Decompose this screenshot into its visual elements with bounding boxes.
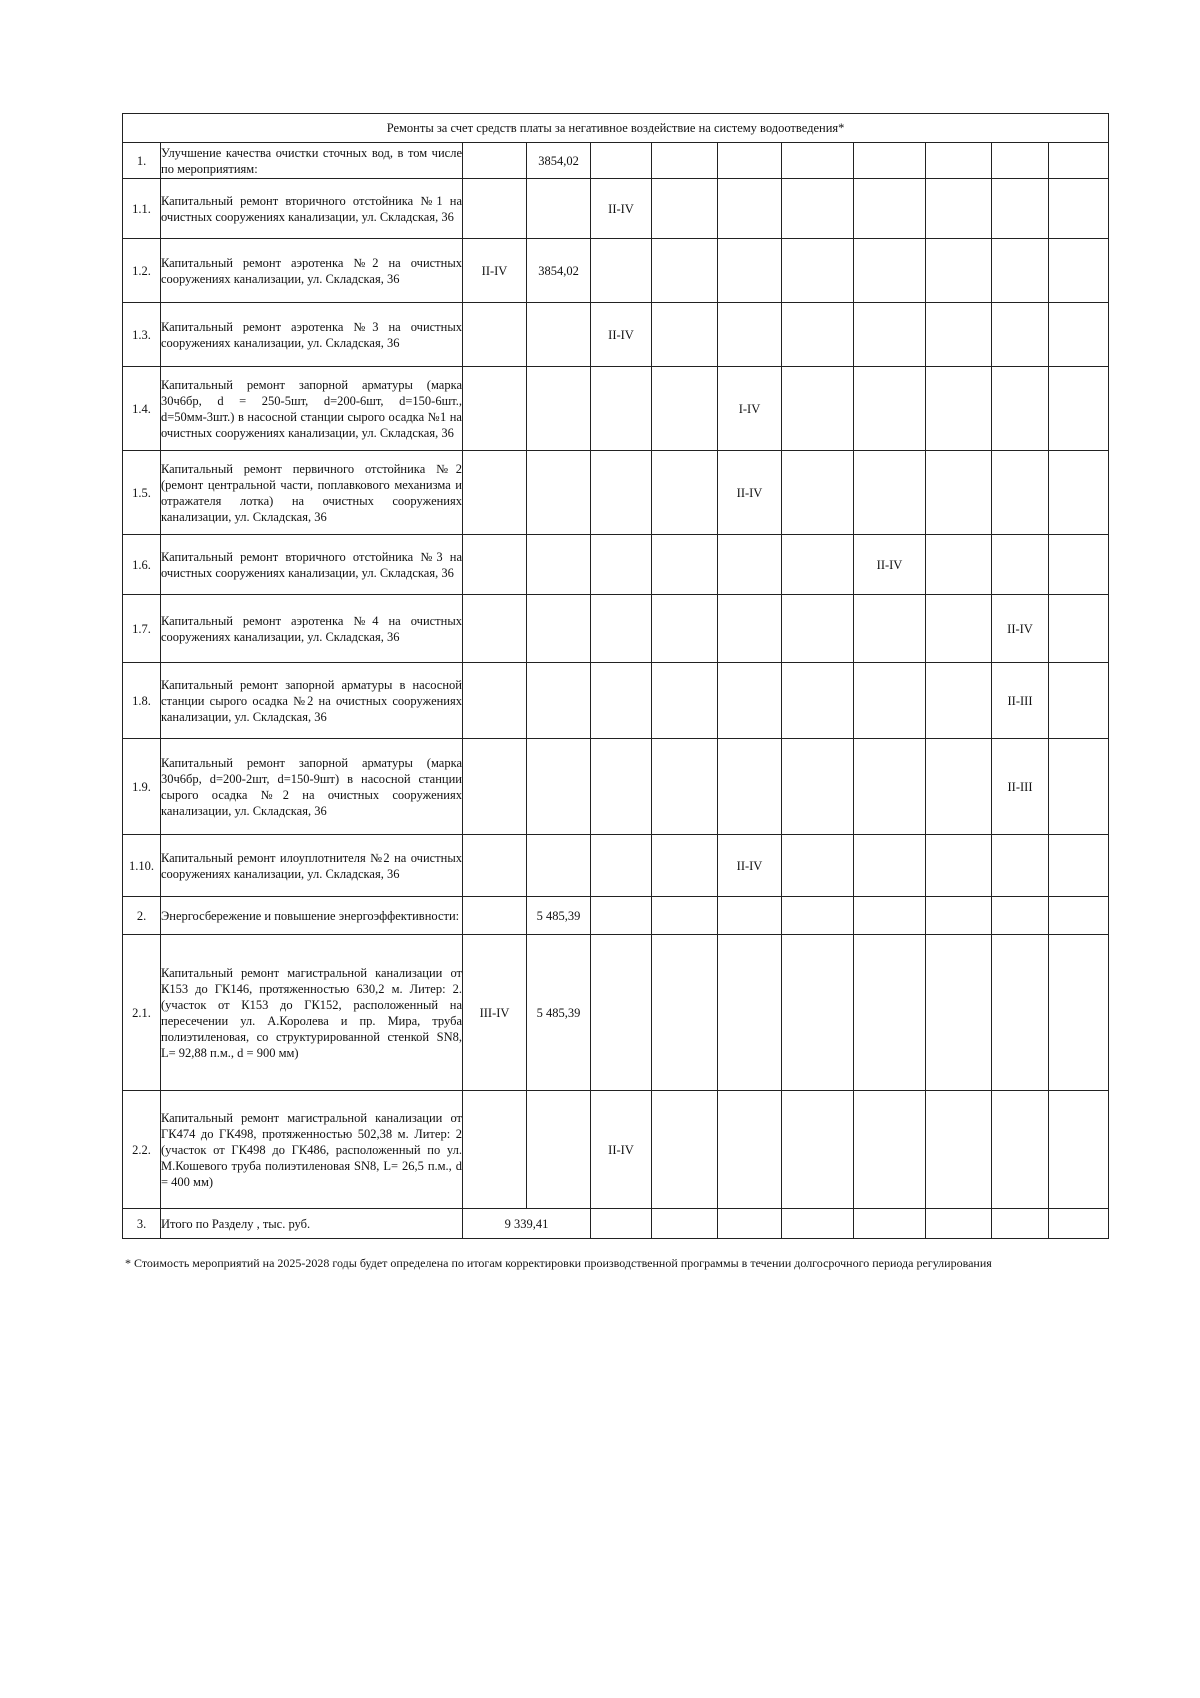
row-cell	[926, 179, 992, 239]
table-header-row	[123, 114, 1109, 143]
row-cell: II-IV	[591, 1091, 652, 1209]
row-cell	[782, 935, 854, 1091]
row-cell	[527, 739, 591, 835]
row-cell	[854, 239, 926, 303]
row-cell: II-III	[992, 663, 1049, 739]
repairs-table	[122, 113, 1109, 1239]
row-cell	[591, 739, 652, 835]
row-cell	[463, 535, 527, 595]
row-cell	[652, 535, 718, 595]
row-cell	[854, 897, 926, 935]
row-cell	[926, 535, 992, 595]
row-cell	[591, 897, 652, 935]
row-number: 1.7.	[123, 595, 161, 663]
row-cell	[992, 835, 1049, 897]
row-cell	[1049, 835, 1109, 897]
row-cell	[527, 663, 591, 739]
row-cell	[926, 367, 992, 451]
total-number: 3.	[123, 1209, 161, 1239]
row-cell	[782, 897, 854, 935]
row-cell	[463, 143, 527, 179]
row-description: Капитальный ремонт аэротенка №2 на очистных сооружениях канализации, ул. Складская, 36	[161, 239, 463, 303]
row-cell	[854, 935, 926, 1091]
row-cell	[854, 835, 926, 897]
row-cell	[926, 595, 992, 663]
row-number: 2.	[123, 897, 161, 935]
row-number: 1.10.	[123, 835, 161, 897]
row-description: Капитальный ремонт запорной арматуры в насосной станции сырого осадка №2 на очистных сооружениях канализации, ул. Складская, 36	[161, 663, 463, 739]
table-row	[123, 535, 1109, 595]
row-cell: II-IV	[718, 451, 782, 535]
total-value: 9 339,41	[463, 1209, 591, 1239]
row-cell	[854, 143, 926, 179]
row-cell	[1049, 367, 1109, 451]
table-row	[123, 739, 1109, 835]
row-description: Капитальный ремонт аэротенка №4 на очистных сооружениях канализации, ул. Складская, 36	[161, 595, 463, 663]
row-description: Капитальный ремонт вторичного отстойника №1 на очистных сооружениях канализации, ул. Складская, 36	[161, 179, 463, 239]
row-cell: II-IV	[591, 303, 652, 367]
row-cell	[591, 835, 652, 897]
row-number: 1.3.	[123, 303, 161, 367]
total-cell	[591, 1209, 652, 1239]
row-description: Капитальный ремонт вторичного отстойника №3 на очистных сооружениях канализации, ул. Складская, 36	[161, 535, 463, 595]
row-cell	[652, 935, 718, 1091]
row-description: Капитальный ремонт первичного отстойника №2 (ремонт центральной части, поплавкового механизма и отражателя лотка) на очистных сооружениях канализации, ул. Складская, 36	[161, 451, 463, 535]
row-cell	[718, 897, 782, 935]
row-cell	[527, 367, 591, 451]
row-cell	[463, 595, 527, 663]
row-cell	[463, 1091, 527, 1209]
row-cell	[782, 835, 854, 897]
row-number: 1.5.	[123, 451, 161, 535]
row-cell	[1049, 143, 1109, 179]
row-cell	[718, 303, 782, 367]
row-cell	[652, 143, 718, 179]
row-cell	[1049, 1091, 1109, 1209]
row-cell: II-IV	[463, 239, 527, 303]
row-cell	[591, 239, 652, 303]
row-cell	[463, 739, 527, 835]
row-description: Энергосбережение и повышение энергоэффективности:	[161, 897, 463, 935]
row-description: Капитальный ремонт илоуплотнителя №2 на очистных сооружениях канализации, ул. Складская, 36	[161, 835, 463, 897]
row-cell	[782, 367, 854, 451]
row-cell	[854, 303, 926, 367]
total-cell	[992, 1209, 1049, 1239]
row-cell	[652, 303, 718, 367]
row-cell: II-IV	[591, 179, 652, 239]
row-cell	[463, 897, 527, 935]
row-cell	[652, 835, 718, 897]
row-cell: III-IV	[463, 935, 527, 1091]
row-cell: 5 485,39	[527, 935, 591, 1091]
row-cell	[652, 239, 718, 303]
row-number: 1.4.	[123, 367, 161, 451]
total-cell	[652, 1209, 718, 1239]
row-cell	[527, 1091, 591, 1209]
row-number: 1.2.	[123, 239, 161, 303]
row-number: 2.2.	[123, 1091, 161, 1209]
row-cell	[926, 897, 992, 935]
row-cell	[463, 663, 527, 739]
row-cell	[926, 1091, 992, 1209]
row-cell	[718, 535, 782, 595]
row-cell	[782, 303, 854, 367]
total-row	[123, 1209, 1109, 1239]
row-cell	[1049, 451, 1109, 535]
row-cell	[718, 663, 782, 739]
row-cell	[718, 143, 782, 179]
row-cell	[926, 739, 992, 835]
row-number: 1.9.	[123, 739, 161, 835]
table-row	[123, 595, 1109, 663]
total-cell	[782, 1209, 854, 1239]
row-number: 1.1.	[123, 179, 161, 239]
row-description: Капитальный ремонт запорной арматуры (марка 30ч6бр, d = 250-5шт, d=200-6шт, d=150-6шт., d=50мм-3шт.) в насосной станции сырого осадка №1 на очистных сооружениях канализации, ул. Складская, 36	[161, 367, 463, 451]
row-cell	[718, 935, 782, 1091]
row-cell	[926, 239, 992, 303]
row-cell	[992, 451, 1049, 535]
row-cell	[782, 663, 854, 739]
table-row	[123, 367, 1109, 451]
row-cell	[992, 897, 1049, 935]
row-cell	[718, 595, 782, 663]
table-header: Ремонты за счет средств платы за негативное воздействие на систему водоотведения*	[123, 114, 1109, 143]
row-cell	[992, 1091, 1049, 1209]
row-cell	[718, 1091, 782, 1209]
row-cell	[527, 451, 591, 535]
row-cell	[854, 739, 926, 835]
row-cell	[782, 239, 854, 303]
table-row	[123, 897, 1109, 935]
row-cell	[652, 179, 718, 239]
row-cell	[1049, 179, 1109, 239]
row-cell	[926, 143, 992, 179]
row-cell	[926, 303, 992, 367]
row-cell	[1049, 663, 1109, 739]
row-description: Капитальный ремонт магистральной канализации от К153 до ГК146, протяженностью 630,2 м. Литер: 2. (участок от К153 до ГК152, расположенный на пересечении ул. А.Королева и пр. Мира, труба полиэтиленовая, со структурированной стенкой SN8, L= 92,88 п.м., d = 900 мм)	[161, 935, 463, 1091]
row-cell	[652, 595, 718, 663]
row-cell	[527, 303, 591, 367]
row-cell	[992, 303, 1049, 367]
row-cell	[463, 451, 527, 535]
row-cell	[1049, 739, 1109, 835]
row-cell	[854, 451, 926, 535]
row-cell	[591, 143, 652, 179]
row-cell: II-IV	[854, 535, 926, 595]
total-cell	[854, 1209, 926, 1239]
row-number: 1.6.	[123, 535, 161, 595]
row-cell	[782, 451, 854, 535]
row-cell: 3854,02	[527, 143, 591, 179]
row-cell	[652, 739, 718, 835]
table-row	[123, 935, 1109, 1091]
row-cell	[463, 835, 527, 897]
row-cell	[782, 595, 854, 663]
row-cell	[992, 935, 1049, 1091]
row-description: Улучшение качества очистки сточных вод, в том числе по мероприятиям:	[161, 143, 463, 179]
table-row	[123, 143, 1109, 179]
row-cell	[652, 897, 718, 935]
row-cell	[652, 1091, 718, 1209]
row-cell	[782, 1091, 854, 1209]
table-row	[123, 835, 1109, 897]
row-description: Капитальный ремонт магистральной канализации от ГК474 до ГК498, протяженностью 502,38 м. Литер: 2 (участок от ГК498 до ГК486, расположенный по ул. М.Кошевого труба полиэтиленовая SN8, L= 26,5 п.м., d = 400 мм)	[161, 1091, 463, 1209]
row-cell	[782, 143, 854, 179]
row-cell: 3854,02	[527, 239, 591, 303]
row-cell	[926, 835, 992, 897]
row-cell	[782, 535, 854, 595]
row-cell	[527, 835, 591, 897]
row-cell	[926, 663, 992, 739]
footnote: * Стоимость мероприятий на 2025-2028 годы будет определена по итогам корректировки производственной программы в течении долгосрочного периода регулирования	[125, 1256, 992, 1270]
row-cell	[463, 179, 527, 239]
row-cell	[652, 451, 718, 535]
row-cell	[992, 367, 1049, 451]
row-cell	[718, 239, 782, 303]
row-cell	[652, 663, 718, 739]
row-cell	[718, 179, 782, 239]
row-cell	[926, 935, 992, 1091]
row-cell	[854, 595, 926, 663]
total-cell	[1049, 1209, 1109, 1239]
row-cell	[718, 739, 782, 835]
table-row	[123, 451, 1109, 535]
row-cell	[782, 179, 854, 239]
row-number: 2.1.	[123, 935, 161, 1091]
row-cell	[992, 143, 1049, 179]
row-cell	[463, 367, 527, 451]
row-cell	[591, 595, 652, 663]
row-cell: II-III	[992, 739, 1049, 835]
total-cell	[926, 1209, 992, 1239]
row-cell: II-IV	[718, 835, 782, 897]
row-cell	[591, 535, 652, 595]
row-number: 1.	[123, 143, 161, 179]
row-cell	[1049, 535, 1109, 595]
row-cell	[1049, 239, 1109, 303]
row-cell	[1049, 897, 1109, 935]
row-cell	[992, 239, 1049, 303]
row-cell	[854, 663, 926, 739]
row-cell	[854, 367, 926, 451]
row-cell	[527, 535, 591, 595]
row-cell	[591, 451, 652, 535]
row-number: 1.8.	[123, 663, 161, 739]
row-cell	[854, 179, 926, 239]
row-cell	[591, 663, 652, 739]
row-cell	[854, 1091, 926, 1209]
total-label: Итого по Разделу , тыс. руб.	[161, 1209, 463, 1239]
table-row	[123, 663, 1109, 739]
row-cell	[527, 179, 591, 239]
row-cell: 5 485,39	[527, 897, 591, 935]
row-cell	[591, 935, 652, 1091]
row-cell	[1049, 303, 1109, 367]
row-description: Капитальный ремонт аэротенка №3 на очистных сооружениях канализации, ул. Складская, 36	[161, 303, 463, 367]
table-row	[123, 239, 1109, 303]
row-cell	[782, 739, 854, 835]
row-cell	[926, 451, 992, 535]
table-row	[123, 1091, 1109, 1209]
row-cell	[463, 303, 527, 367]
row-cell: II-IV	[992, 595, 1049, 663]
row-cell	[1049, 595, 1109, 663]
row-cell: I-IV	[718, 367, 782, 451]
row-cell	[992, 179, 1049, 239]
row-description: Капитальный ремонт запорной арматуры (марка 30ч6бр, d=200-2шт, d=150-9шт) в насосной станции сырого осадка №2 на очистных сооружениях канализации, ул. Складская, 36	[161, 739, 463, 835]
table-row	[123, 303, 1109, 367]
row-cell	[1049, 935, 1109, 1091]
total-cell	[718, 1209, 782, 1239]
row-cell	[992, 535, 1049, 595]
row-cell	[527, 595, 591, 663]
row-cell	[652, 367, 718, 451]
table-row	[123, 179, 1109, 239]
row-cell	[591, 367, 652, 451]
